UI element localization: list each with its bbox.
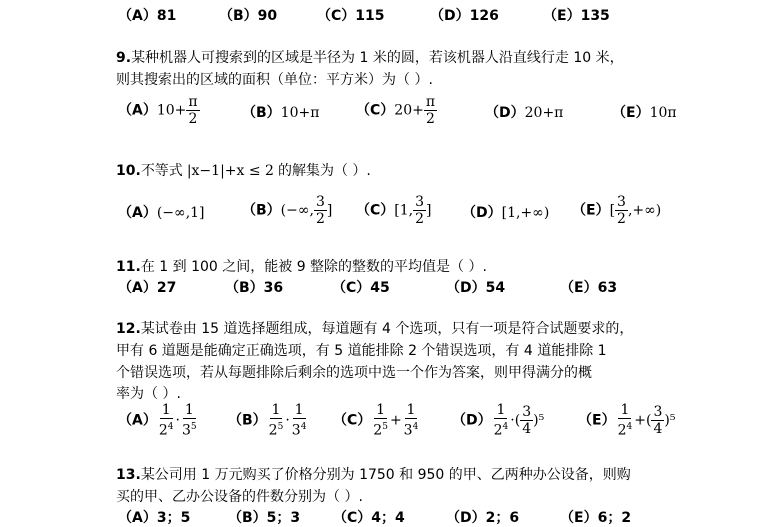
question-text: 则其搜索出的区域的面积（单位：平方米）为（ ）. bbox=[116, 72, 433, 88]
operator: · bbox=[285, 412, 290, 429]
exponent: 5 bbox=[382, 422, 388, 432]
q12-line3 bbox=[116, 362, 592, 382]
option-label: （B） bbox=[242, 202, 281, 219]
q11-option-c bbox=[332, 277, 390, 297]
q9-line2 bbox=[116, 69, 433, 89]
fraction bbox=[402, 402, 421, 439]
option-label: （E） bbox=[612, 105, 650, 121]
option-label: （C） bbox=[333, 412, 372, 429]
option-label: （B） bbox=[228, 412, 267, 429]
q9-option-d bbox=[485, 102, 563, 122]
q11-options bbox=[0, 277, 784, 297]
option-value: 36 bbox=[263, 280, 284, 296]
numerator: 1 bbox=[161, 402, 171, 418]
option-expr: 10+π bbox=[280, 105, 320, 121]
option-expr: (−∞, bbox=[280, 202, 314, 219]
option-expr: [1, bbox=[394, 202, 414, 219]
option-expr: 10π bbox=[649, 105, 677, 121]
q8-option-a bbox=[118, 5, 176, 25]
option-value: 27 bbox=[156, 280, 177, 296]
q12-line2 bbox=[116, 340, 607, 360]
numerator: 1 bbox=[496, 402, 506, 418]
option-value: 81 bbox=[156, 8, 177, 24]
denominator: 2 bbox=[188, 111, 198, 127]
numerator: 1 bbox=[406, 402, 416, 418]
q11-option-b bbox=[225, 277, 283, 297]
question-number: 13. bbox=[116, 467, 141, 483]
q11-line1 bbox=[116, 256, 487, 276]
question-number: 10. bbox=[116, 163, 141, 179]
exponent: 4 bbox=[412, 422, 419, 432]
fraction bbox=[371, 402, 390, 439]
q10-options bbox=[0, 192, 784, 232]
option-label: （C） bbox=[356, 102, 395, 119]
q8-option-b bbox=[219, 5, 277, 25]
question-text: 某公司用 1 万元购买了价格分别为 1750 和 950 的甲、乙两种办公设备，则购 bbox=[140, 467, 631, 483]
q13-option-a bbox=[118, 507, 190, 527]
question-text: 在 1 到 100 之间，能被 9 整除的整数的平均值是（ ）. bbox=[140, 259, 487, 275]
numerator: 1 bbox=[184, 402, 194, 418]
option-label: （E） bbox=[543, 8, 581, 24]
q10-option-d bbox=[462, 202, 549, 222]
option-label: （D） bbox=[462, 205, 502, 221]
option-label: （A） bbox=[118, 510, 157, 526]
operator: ·( bbox=[510, 412, 521, 429]
fraction bbox=[424, 94, 437, 127]
denominator: 2 bbox=[617, 211, 626, 227]
exponent: 5 bbox=[277, 422, 284, 432]
fraction bbox=[157, 402, 176, 439]
q13-option-b bbox=[228, 507, 300, 527]
option-expr: ] bbox=[426, 202, 432, 219]
question-number: 11. bbox=[116, 259, 141, 275]
option-value: 115 bbox=[355, 8, 385, 24]
option-label: （E） bbox=[560, 510, 598, 526]
denominator: 2 bbox=[415, 211, 425, 227]
numerator: 1 bbox=[376, 402, 386, 418]
q8-option-c bbox=[317, 5, 385, 25]
exponent: 4 bbox=[167, 422, 174, 432]
option-label: （A） bbox=[118, 102, 157, 119]
option-expr: (−∞,1] bbox=[156, 205, 205, 221]
q13-option-c bbox=[333, 507, 405, 527]
denominator: 2 bbox=[425, 111, 435, 127]
option-label: （D） bbox=[485, 105, 525, 121]
fraction bbox=[615, 194, 628, 227]
question-text: 率为（ ）. bbox=[116, 386, 181, 402]
numerator: π bbox=[188, 94, 198, 110]
option-expr: 20+π bbox=[524, 105, 564, 121]
q10-option-b bbox=[242, 194, 332, 227]
base: 2 bbox=[617, 422, 627, 439]
fraction bbox=[651, 404, 664, 437]
option-value: 6；2 bbox=[597, 510, 632, 526]
question-text: 甲有 6 道题是能确定正确选项，有 5 道能排除 2 个错误选项，有 4 道能排除 1 bbox=[116, 343, 607, 359]
option-expr: 10+ bbox=[156, 102, 187, 119]
numerator: 1 bbox=[620, 402, 630, 418]
option-label: （E） bbox=[572, 202, 610, 219]
q12-options bbox=[0, 402, 784, 442]
fraction bbox=[267, 402, 286, 439]
option-expr: ,+∞) bbox=[627, 202, 662, 219]
question-number: 12. bbox=[116, 321, 141, 337]
denominator bbox=[616, 419, 635, 439]
denominator bbox=[157, 419, 176, 439]
question-text: 的解集为（ ）. bbox=[277, 163, 371, 179]
base: 2 bbox=[373, 422, 383, 439]
option-value: 90 bbox=[257, 8, 278, 24]
q8-option-d bbox=[430, 5, 499, 25]
numerator: 3 bbox=[522, 403, 532, 420]
numerator: 3 bbox=[617, 194, 626, 210]
denominator bbox=[492, 419, 511, 439]
q9-option-b bbox=[242, 102, 319, 122]
denominator bbox=[267, 419, 286, 439]
option-label: （C） bbox=[332, 280, 371, 296]
exponent: 4 bbox=[300, 422, 307, 432]
fraction bbox=[616, 402, 635, 439]
denominator bbox=[371, 419, 390, 439]
q12-option-a bbox=[118, 402, 199, 439]
option-expr: 20+ bbox=[394, 102, 424, 119]
question-text: 买的甲、乙办公设备的件数分别为（ ）. bbox=[116, 489, 363, 505]
denominator: 2 bbox=[315, 211, 325, 227]
question-text: 个错误选项，若从每题排除后剩余的选项中选一个作为答案，则甲得满分的概 bbox=[116, 365, 592, 381]
denominator: 4 bbox=[522, 420, 532, 437]
q11-option-e bbox=[560, 277, 617, 297]
denominator bbox=[290, 419, 309, 439]
numerator: 3 bbox=[653, 403, 663, 420]
exponent: 4 bbox=[502, 422, 509, 432]
option-label: （E） bbox=[560, 280, 598, 296]
denominator: 4 bbox=[653, 420, 663, 437]
q8-option-e bbox=[543, 5, 610, 25]
denominator bbox=[180, 419, 199, 439]
base: 2 bbox=[493, 422, 503, 439]
fraction bbox=[290, 402, 309, 439]
operator: · bbox=[175, 412, 180, 429]
q13-options bbox=[0, 507, 784, 525]
fraction bbox=[180, 402, 199, 439]
q9-option-a bbox=[118, 94, 200, 127]
q10-option-a bbox=[118, 202, 205, 222]
q13-option-e bbox=[560, 507, 631, 527]
numerator: 3 bbox=[415, 194, 425, 210]
fraction bbox=[520, 404, 533, 437]
inequality-expr: |x−1|+x ≤ 2 bbox=[186, 163, 274, 179]
q13-line1 bbox=[116, 464, 631, 484]
q12-option-e bbox=[578, 402, 675, 439]
option-value: 54 bbox=[485, 280, 506, 296]
option-value: 2；6 bbox=[485, 510, 520, 526]
option-label: （A） bbox=[118, 412, 157, 429]
fraction bbox=[413, 194, 426, 227]
numerator: 1 bbox=[271, 402, 281, 418]
q12-option-d bbox=[452, 402, 544, 439]
option-label: （D） bbox=[446, 510, 486, 526]
power-suffix: )⁵ bbox=[664, 412, 676, 429]
option-expr: [ bbox=[609, 202, 616, 219]
operator: + bbox=[389, 412, 402, 429]
exponent: 5 bbox=[190, 422, 197, 432]
q9-options bbox=[0, 92, 784, 130]
option-value: 3；5 bbox=[156, 510, 191, 526]
option-value: 135 bbox=[580, 8, 610, 24]
base: 2 bbox=[158, 422, 168, 439]
option-label: （D） bbox=[446, 280, 486, 296]
option-label: （D） bbox=[430, 8, 470, 24]
option-label: （B） bbox=[219, 8, 258, 24]
option-value: 126 bbox=[469, 8, 499, 24]
option-label: （B） bbox=[242, 105, 281, 121]
base: 3 bbox=[181, 422, 191, 439]
question-text: 某种机器人可搜索到的区域是半径为 1 米的圆，若该机器人沿直线行走 10 米， bbox=[131, 50, 624, 66]
q9-option-e bbox=[612, 102, 677, 122]
base: 3 bbox=[291, 422, 301, 439]
q10-option-e bbox=[572, 194, 661, 227]
exponent: 4 bbox=[626, 422, 633, 432]
q12-line4 bbox=[116, 383, 181, 403]
base: 3 bbox=[403, 422, 413, 439]
q13-option-d bbox=[446, 507, 519, 527]
q9-option-c bbox=[356, 94, 437, 127]
option-value: 4；4 bbox=[371, 510, 405, 526]
fraction bbox=[186, 94, 199, 127]
q8-options bbox=[0, 5, 784, 25]
operator: +( bbox=[634, 412, 652, 429]
option-expr: [1,+∞) bbox=[501, 205, 550, 221]
q12-option-b bbox=[228, 402, 308, 439]
option-label: （B） bbox=[228, 510, 267, 526]
numerator: 1 bbox=[294, 402, 304, 418]
q12-option-c bbox=[333, 402, 420, 439]
q9-line1 bbox=[116, 47, 624, 67]
option-label: （A） bbox=[118, 280, 157, 296]
base: 2 bbox=[268, 422, 278, 439]
question-text: 某试卷由 15 道选择题组成，每道题有 4 个选项，只有一项是符合试题要求的， bbox=[140, 321, 634, 337]
q10-line1 bbox=[116, 160, 371, 180]
q10-option-c bbox=[356, 194, 432, 227]
option-value: 63 bbox=[597, 280, 618, 296]
fraction bbox=[492, 402, 511, 439]
question-text: 不等式 bbox=[140, 163, 183, 179]
option-label: （D） bbox=[452, 412, 492, 429]
option-label: （C） bbox=[317, 8, 356, 24]
fraction bbox=[314, 194, 327, 227]
option-label: （C） bbox=[356, 202, 395, 219]
option-label: （A） bbox=[118, 8, 157, 24]
option-label: （C） bbox=[333, 510, 372, 526]
numerator: 3 bbox=[315, 194, 325, 210]
question-number: 9. bbox=[116, 50, 132, 66]
numerator: π bbox=[425, 94, 436, 110]
power-suffix: )⁵ bbox=[533, 412, 545, 429]
denominator bbox=[402, 419, 421, 439]
option-label: （A） bbox=[118, 205, 157, 221]
option-label: （B） bbox=[225, 280, 264, 296]
q11-option-a bbox=[118, 277, 176, 297]
option-label: （E） bbox=[578, 412, 616, 429]
option-expr: ] bbox=[326, 202, 333, 219]
option-value: 5；3 bbox=[266, 510, 301, 526]
q12-line1 bbox=[116, 318, 633, 338]
option-value: 45 bbox=[370, 280, 390, 296]
q13-line2 bbox=[116, 486, 363, 506]
q11-option-d bbox=[446, 277, 505, 297]
